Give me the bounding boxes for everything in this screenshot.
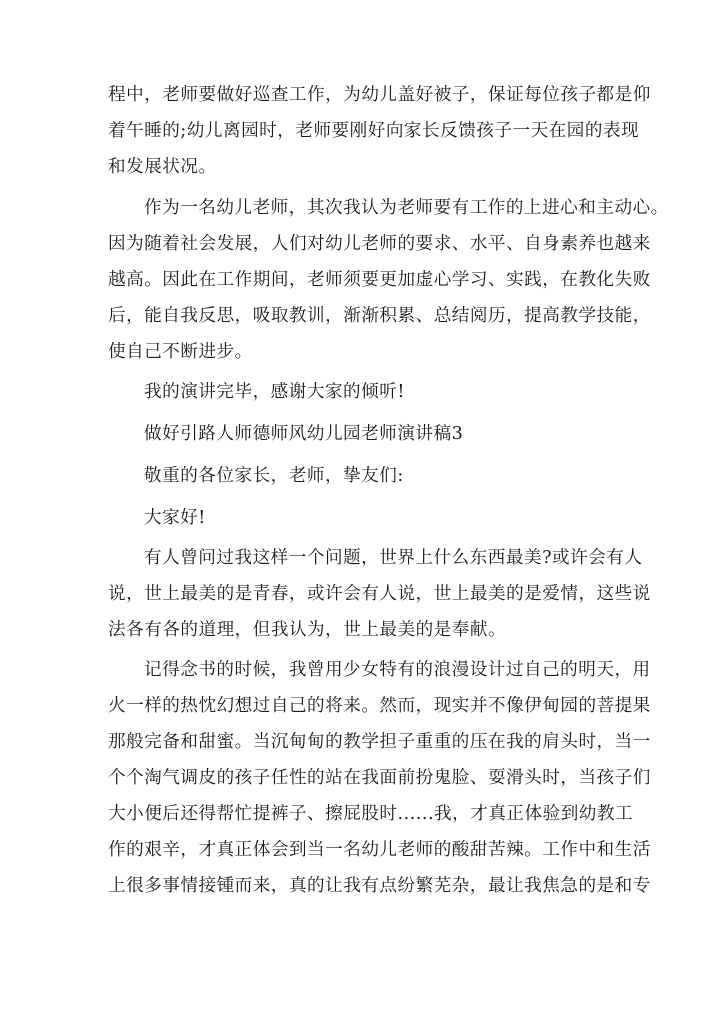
text-line: 作的艰辛，才真正体会到当一名幼儿老师的酸甜苦辣。工作中和生活 — [108, 840, 651, 860]
text-line: 越高。因此在工作期间，老师须要更加虚心学习、实践，在教化失败 — [108, 270, 651, 290]
text-line: 上很多事情接锺而来，真的让我有点纷繁芜杂，最让我焦急的是和专 — [108, 876, 651, 896]
paragraph-start: 有人曾问过我这样一个问题，世界上什么东西最美?或许会有人 — [144, 548, 643, 568]
text-line: 程中，老师要做好巡查工作，为幼儿盖好被子，保证每位孩子都是仰 — [108, 85, 651, 105]
section-heading: 做好引路人师德师风幼儿园老师演讲稿3 — [144, 424, 464, 444]
text-line: 个个淘气调皮的孩子任性的站在我面前扮鬼脸、耍滑头时，当孩子们 — [108, 768, 651, 788]
paragraph-start: 我的演讲完毕，感谢大家的倾听! — [144, 382, 405, 402]
paragraph-start: 作为一名幼儿老师，其次我认为老师要有工作的上进心和主动心。 — [144, 198, 669, 218]
text-line: 和发展状况。 — [108, 157, 217, 177]
greeting: 大家好! — [144, 508, 206, 528]
text-line: 那般完备和甜蜜。当沉甸甸的教学担子重重的压在我的肩头时，当一 — [108, 732, 651, 752]
text-line: 因为随着社会发展，人们对幼儿老师的要求、水平、自身素养也越来 — [108, 234, 651, 254]
text-line: 说，世上最美的是青春，或许会有人说，世上最美的是爱情，这些说 — [108, 584, 651, 604]
paragraph-start: 记得念书的时候，我曾用少女特有的浪漫设计过自己的明天，用 — [144, 660, 651, 680]
text-line: 大小便后还得帮忙提裤子、擦屁股时......我，才真正体验到幼教工 — [108, 804, 634, 824]
text-line: 着午睡的;幼儿离园时，老师要刚好向家长反馈孩子一天在园的表现 — [108, 121, 640, 141]
text-line: 法各有各的道理，但我认为，世上最美的是奉献。 — [108, 620, 507, 640]
text-line: 使自己不断进步。 — [108, 342, 253, 362]
salutation: 敬重的各位家长，老师，挚友们: — [144, 466, 404, 486]
text-line: 火一样的热忱幻想过自己的将来。然而，现实并不像伊甸园的菩提果 — [108, 696, 651, 716]
text-line: 后，能自我反思，吸取教训，渐渐积累、总结阅历，提高教学技能， — [108, 306, 651, 326]
